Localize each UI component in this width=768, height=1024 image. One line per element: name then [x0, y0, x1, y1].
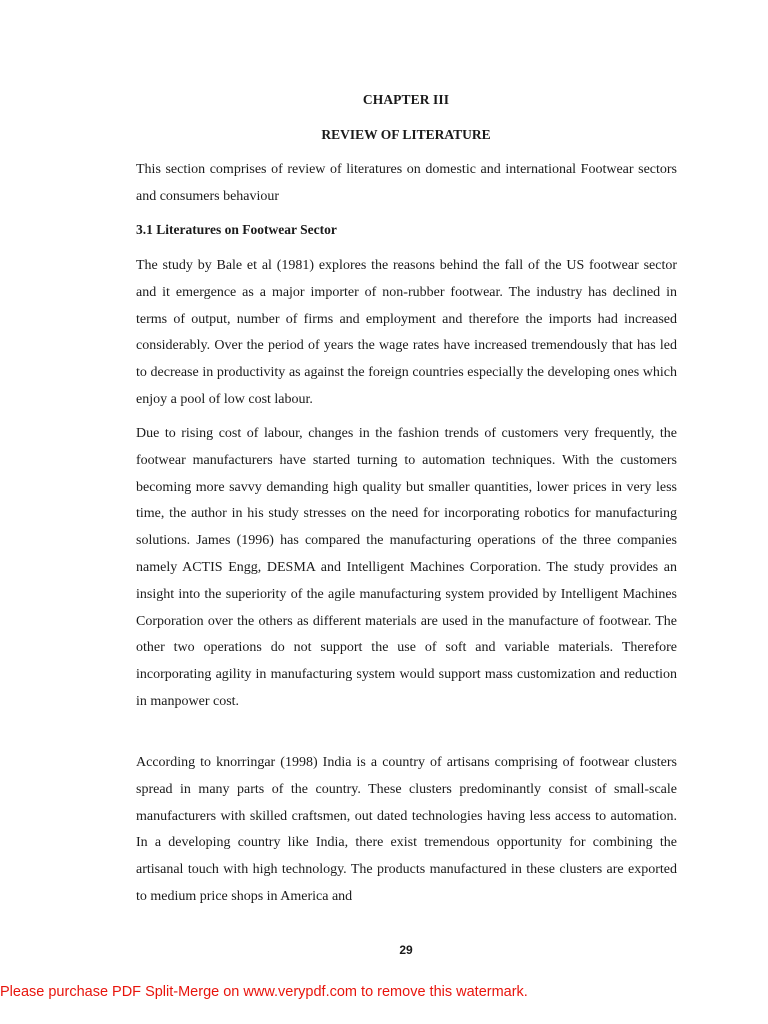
intro-paragraph: This section comprises of review of literatures on domestic and international Footwear sectors and consumers behaviour	[136, 162, 677, 204]
chapter-label: CHAPTER III	[362, 92, 450, 107]
body-paragraph: According to knorringar (1998) India is a country of artisans comprising of footwear clusters spread in many parts of the country. These clusters predominantly consist of small-scale manufacturers with skilled craftsmen, out dated technologies having less access to automation. In a developing country like India, there exist tremendous opportunity for combining the artisanal touch with high technology. The products manufactured in these clusters are exported to medium price shops in America and	[136, 755, 677, 904]
section-heading: 3.1 Literatures on Footwear Sector	[136, 222, 337, 237]
page-title: REVIEW OF LITERATURE	[321, 127, 491, 142]
watermark-text: Please purchase PDF Split-Merge on www.verypdf.com to remove this watermark.	[0, 984, 528, 1000]
page-number: 29	[399, 943, 413, 957]
body-paragraph: The study by Bale et al (1981) explores the reasons behind the fall of the US footwear sector and it emergence as a major importer of non-rubber footwear. The industry has declined in terms of output, number of firms and employment and therefore the imports had increased considerably. Over the period of years the wage rates have increased tremendously that has led to decrease in productivity as against the foreign countries especially the developing ones which enjoy a pool of low cost labour.	[136, 258, 677, 407]
body-paragraph: Due to rising cost of labour, changes in the fashion trends of customers very frequently, the footwear manufacturers have started turning to automation techniques. With the customers becoming more savvy demanding high quality but smaller quantities, lower prices in very less time, the author in his study stresses on the need for incorporating robotics for manufacturing solutions. James (1996) has compared the manufacturing operations of the three companies namely ACTIS Engg, DESMA and Intelligent Machines Corporation. The study provides an insight into the superiority of the agile manufacturing system provided by Intelligent Machines Corporation over the others as different materials are used in the manufacture of footwear. The other two operations do not support the use of soft and variable materials. Therefore incorporating agility in manufacturing system would support mass customization and reduction in manpower cost.	[136, 426, 677, 709]
